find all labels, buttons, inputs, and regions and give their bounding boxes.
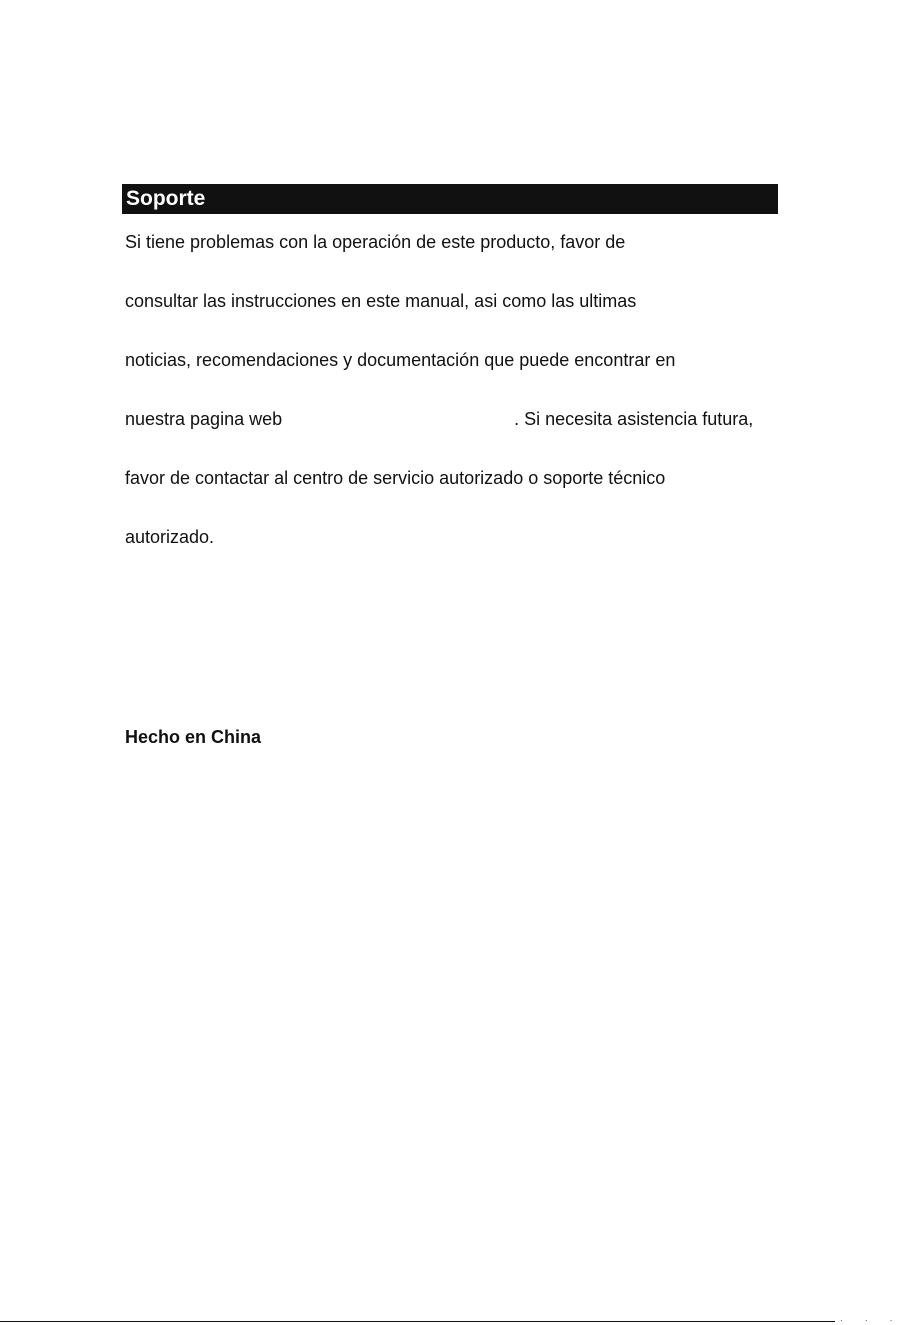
footer-tick-marks: · · · [840, 1316, 902, 1325]
paragraph-line-4-start: nuestra pagina web [125, 409, 283, 429]
section-header-bar [122, 184, 778, 214]
paragraph-line-3: noticias, recomendaciones y documentación que puede encontrar en [125, 350, 676, 370]
paragraph-line-4-end: . Si necesita asistencia futura, [514, 409, 754, 429]
paragraph-line-1: Si tiene problemas con la operación de este producto, favor de [125, 232, 626, 252]
paragraph-line-6: autorizado. [125, 527, 215, 547]
footer-rule [0, 1321, 835, 1322]
paragraph-line-2: consultar las instrucciones en este manual, asi como las ultimas [125, 291, 637, 311]
section-title: Soporte [126, 187, 206, 210]
paragraph-line-4 [125, 407, 753, 431]
made-in-label: Hecho en China [125, 727, 262, 747]
paragraph-line-5: favor de contactar al centro de servicio autorizado o soporte técnico [125, 468, 666, 488]
